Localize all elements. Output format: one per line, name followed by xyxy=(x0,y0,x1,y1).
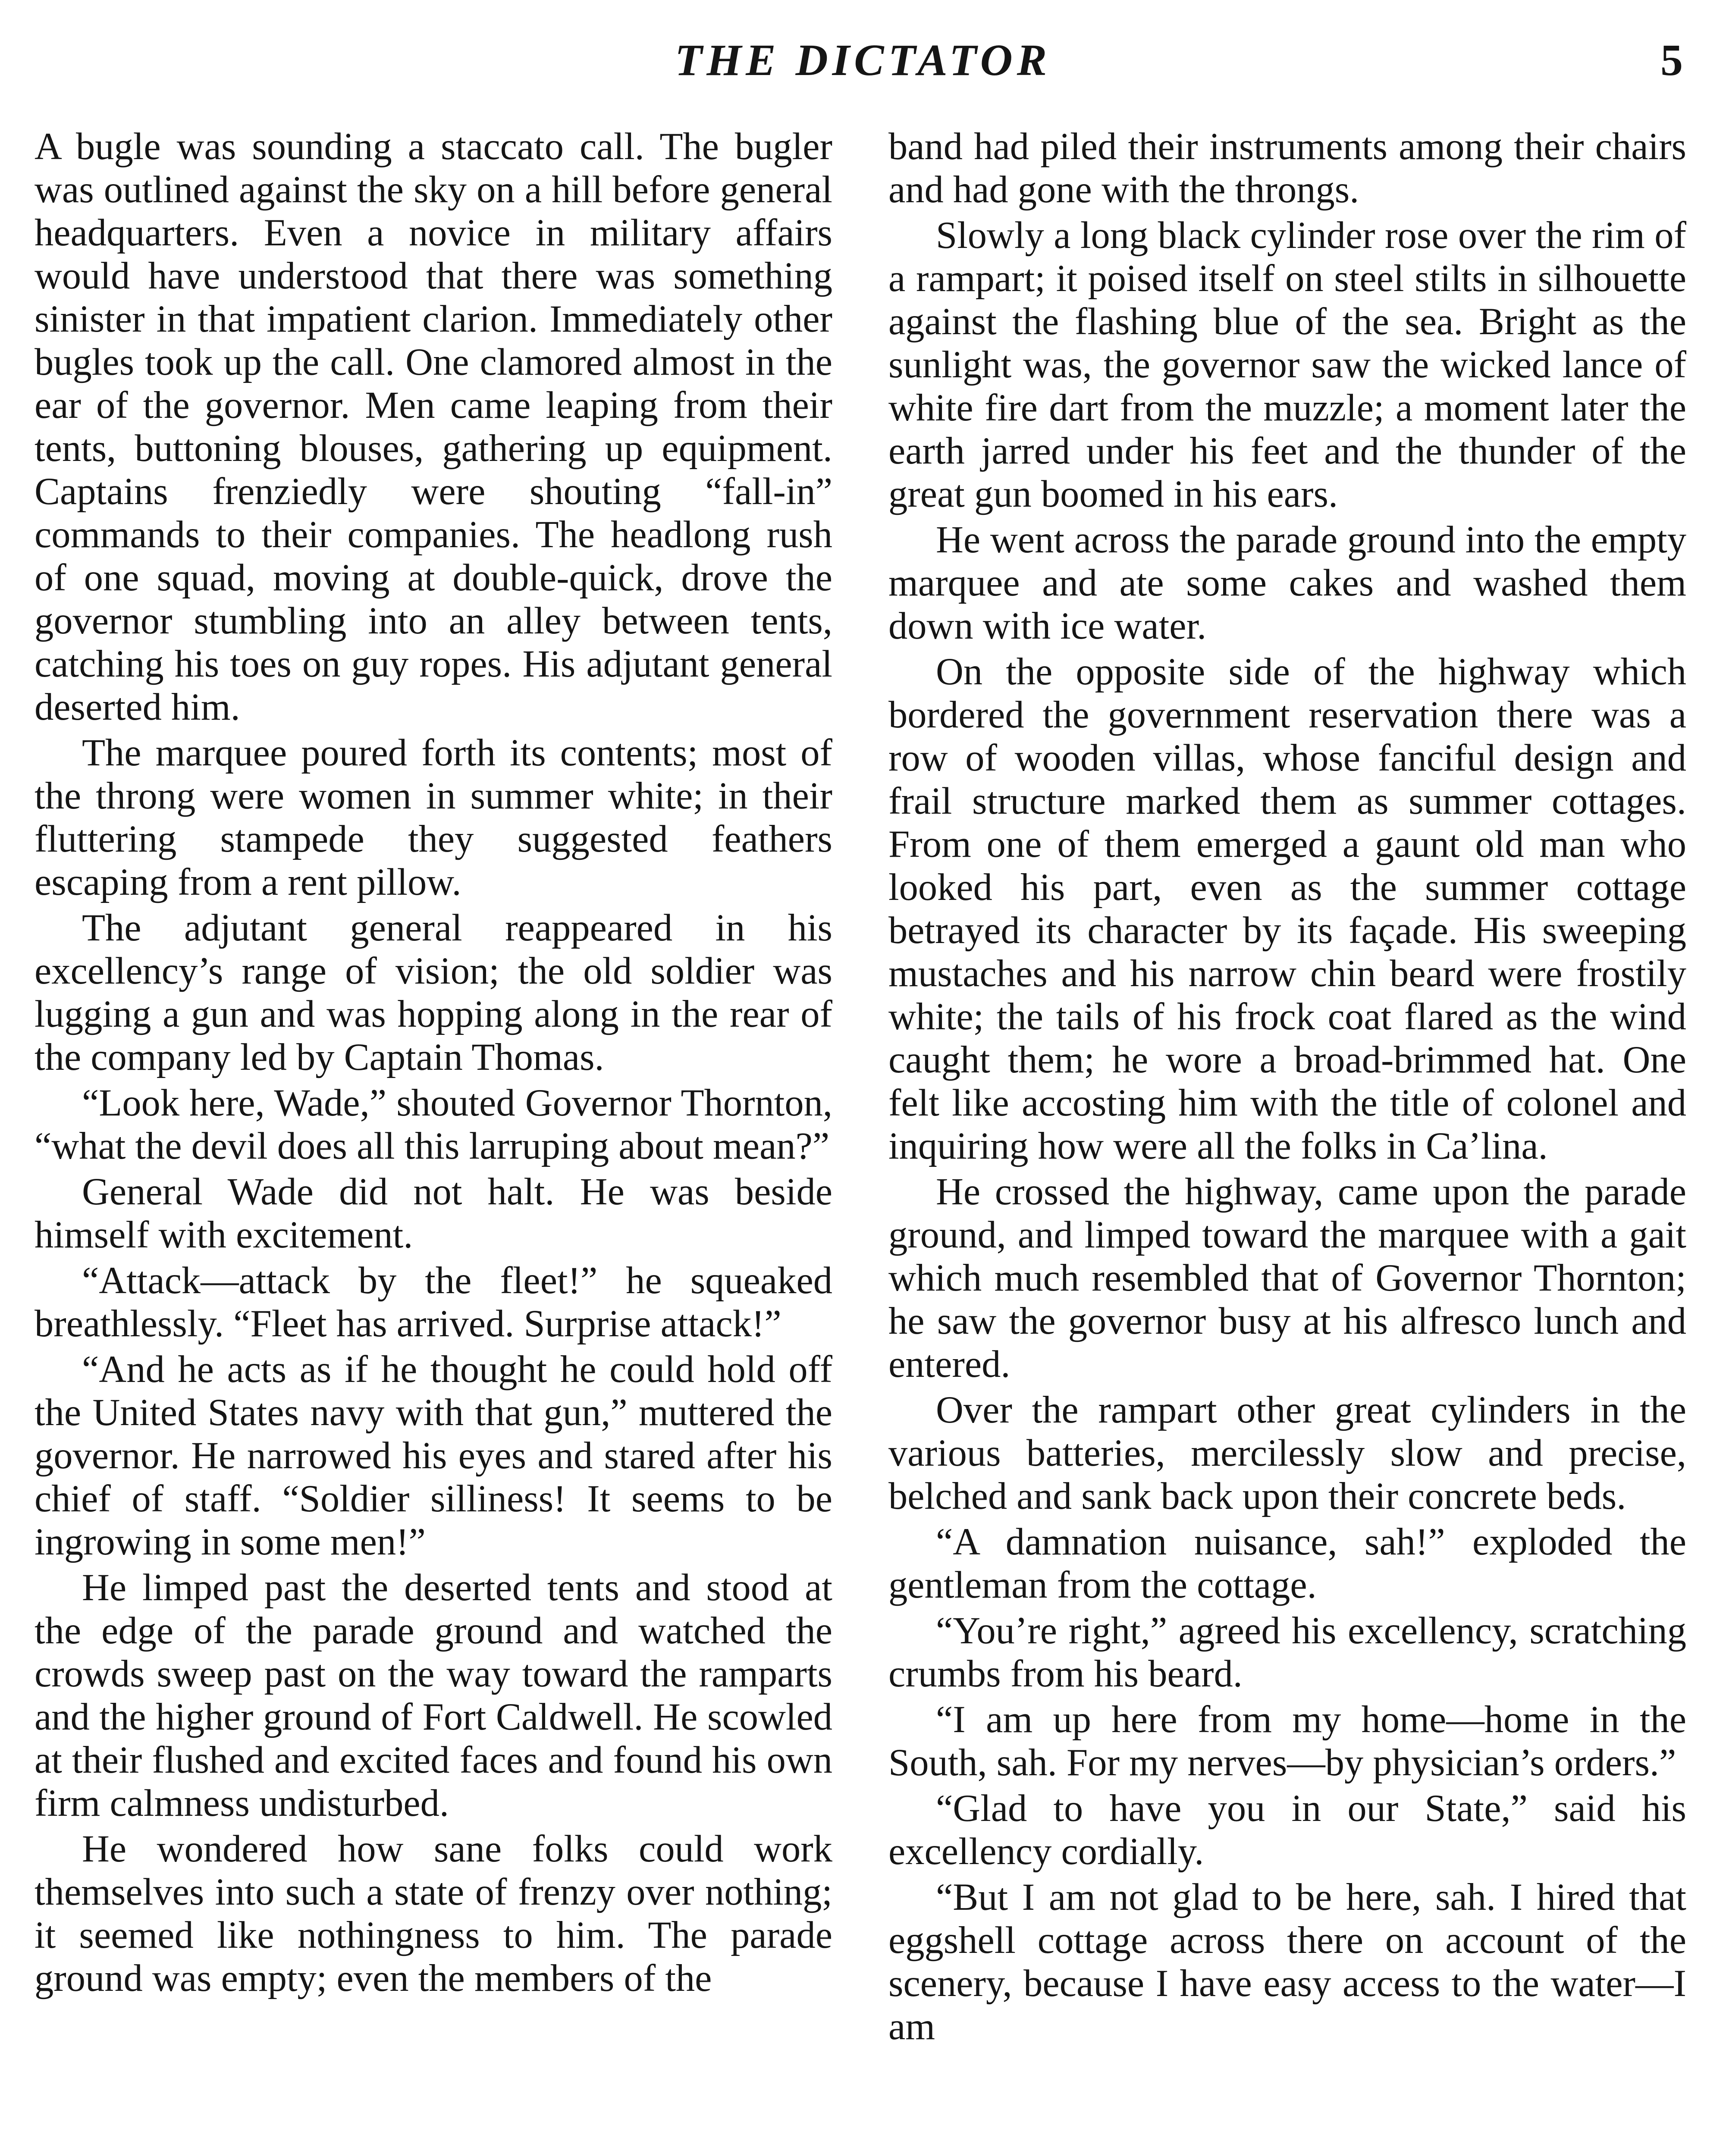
paragraph: General Wade did not halt. He was beside himself with excitement. xyxy=(35,1171,832,1256)
page-header xyxy=(0,34,1726,91)
paragraph: Over the rampart other great cylinders in the various batteries, mercilessly slow and precise, belched and sank back upon their concrete beds. xyxy=(888,1389,1686,1517)
paragraph: “But I am not glad to be here, sah. I hired that eggshell cottage across there on account of the scenery, because I have easy access to the water—I am xyxy=(888,1876,1686,2048)
paragraph: The adjutant general reappeared in his excellency’s range of vision; the old soldier was lugging a gun and was hopping along in the rear of the company led by Captain Thomas. xyxy=(35,907,832,1078)
paragraph: Slowly a long black cylinder rose over the rim of a rampart; it poised itself on steel stilts in silhouette against the flashing blue of the sea. Bright as the sunlight was, the governor saw the wicked lance of white fire dart from the muzzle; a moment later the earth jarred under his feet and the thunder of the great gun boomed in his ears. xyxy=(888,214,1686,515)
paragraph: He wondered how sane folks could work themselves into such a state of frenzy over nothing; it seemed like nothingness to him. The parade ground was empty; even the members of the xyxy=(35,1828,832,1999)
paragraph: A bugle was sounding a staccato call. The bugler was outlined against the sky on a hill before general headquarters. Even a novice in military affairs would have understood that there was something sinister in that impatient clarion. Immediately other bugles took up the call. One clamored almost in the ear of the governor. Men came leaping from their tents, buttoning blouses, gathering up equipment. Captains frenziedly were shouting “fall-in” commands to their companies. The headlong rush of one squad, moving at double-quick, drove the governor stumbling into an alley between tents, catching his toes on guy ropes. His adjutant general deserted him. xyxy=(35,125,832,728)
paragraph: “And he acts as if he thought he could hold off the United States navy with that gun,” muttered the governor. He narrowed his eyes and stared after his chief of staff. “Soldier silliness! It seems to be ingrowing in some men!” xyxy=(35,1348,832,1563)
running-title: THE DICTATOR xyxy=(675,35,1051,85)
right-column xyxy=(888,125,1686,2051)
paragraph: He limped past the deserted tents and stood at the edge of the parade ground and watched the crowds sweep past on the way toward the ramparts and the higher ground of Fort Caldwell. He scowled at their flushed and excited faces and found his own firm calmness undisturbed. xyxy=(35,1567,832,1824)
paragraph: “Look here, Wade,” shouted Governor Thornton, “what the devil does all this larruping about mean?” xyxy=(35,1082,832,1167)
paragraph: “A damnation nuisance, sah!” exploded the gentleman from the cottage. xyxy=(888,1521,1686,1606)
paragraph: He went across the parade ground into the empty marquee and ate some cakes and washed them down with ice water. xyxy=(888,519,1686,647)
paragraph: band had piled their instruments among their chairs and had gone with the throngs. xyxy=(888,125,1686,211)
paragraph: He crossed the highway, came upon the parade ground, and limped toward the marquee with a gait which much resembled that of Governor Thornton; he saw the governor busy at his alfresco lunch and entered. xyxy=(888,1171,1686,1385)
page-number: 5 xyxy=(1660,35,1683,85)
paragraph: The marquee poured forth its contents; most of the throng were women in summer white; in their fluttering stampede they suggested feathers escaping from a rent pillow. xyxy=(35,732,832,903)
paragraph: On the opposite side of the highway which bordered the government reservation there was a row of wooden villas, whose fanciful design and frail structure marked them as summer cottages. From one of them emerged a gaunt old man who looked his part, even as the summer cottage betrayed its character by its façade. His sweeping mustaches and his narrow chin beard were frostily white; the tails of his frock coat flared as the wind caught them; he wore a broad-brimmed hat. One felt like accosting him with the title of colonel and inquiring how were all the folks in Ca’lina. xyxy=(888,651,1686,1167)
paragraph: “Glad to have you in our State,” said his excellency cordially. xyxy=(888,1787,1686,1873)
paragraph: “You’re right,” agreed his excellency, scratching crumbs from his beard. xyxy=(888,1610,1686,1695)
paragraph: “I am up here from my home—home in the South, sah. For my nerves—by physician’s orders.” xyxy=(888,1698,1686,1784)
left-column xyxy=(35,125,832,2002)
paragraph: “Attack—attack by the fleet!” he squeaked breathlessly. “Fleet has arrived. Surprise attack!” xyxy=(35,1260,832,1345)
